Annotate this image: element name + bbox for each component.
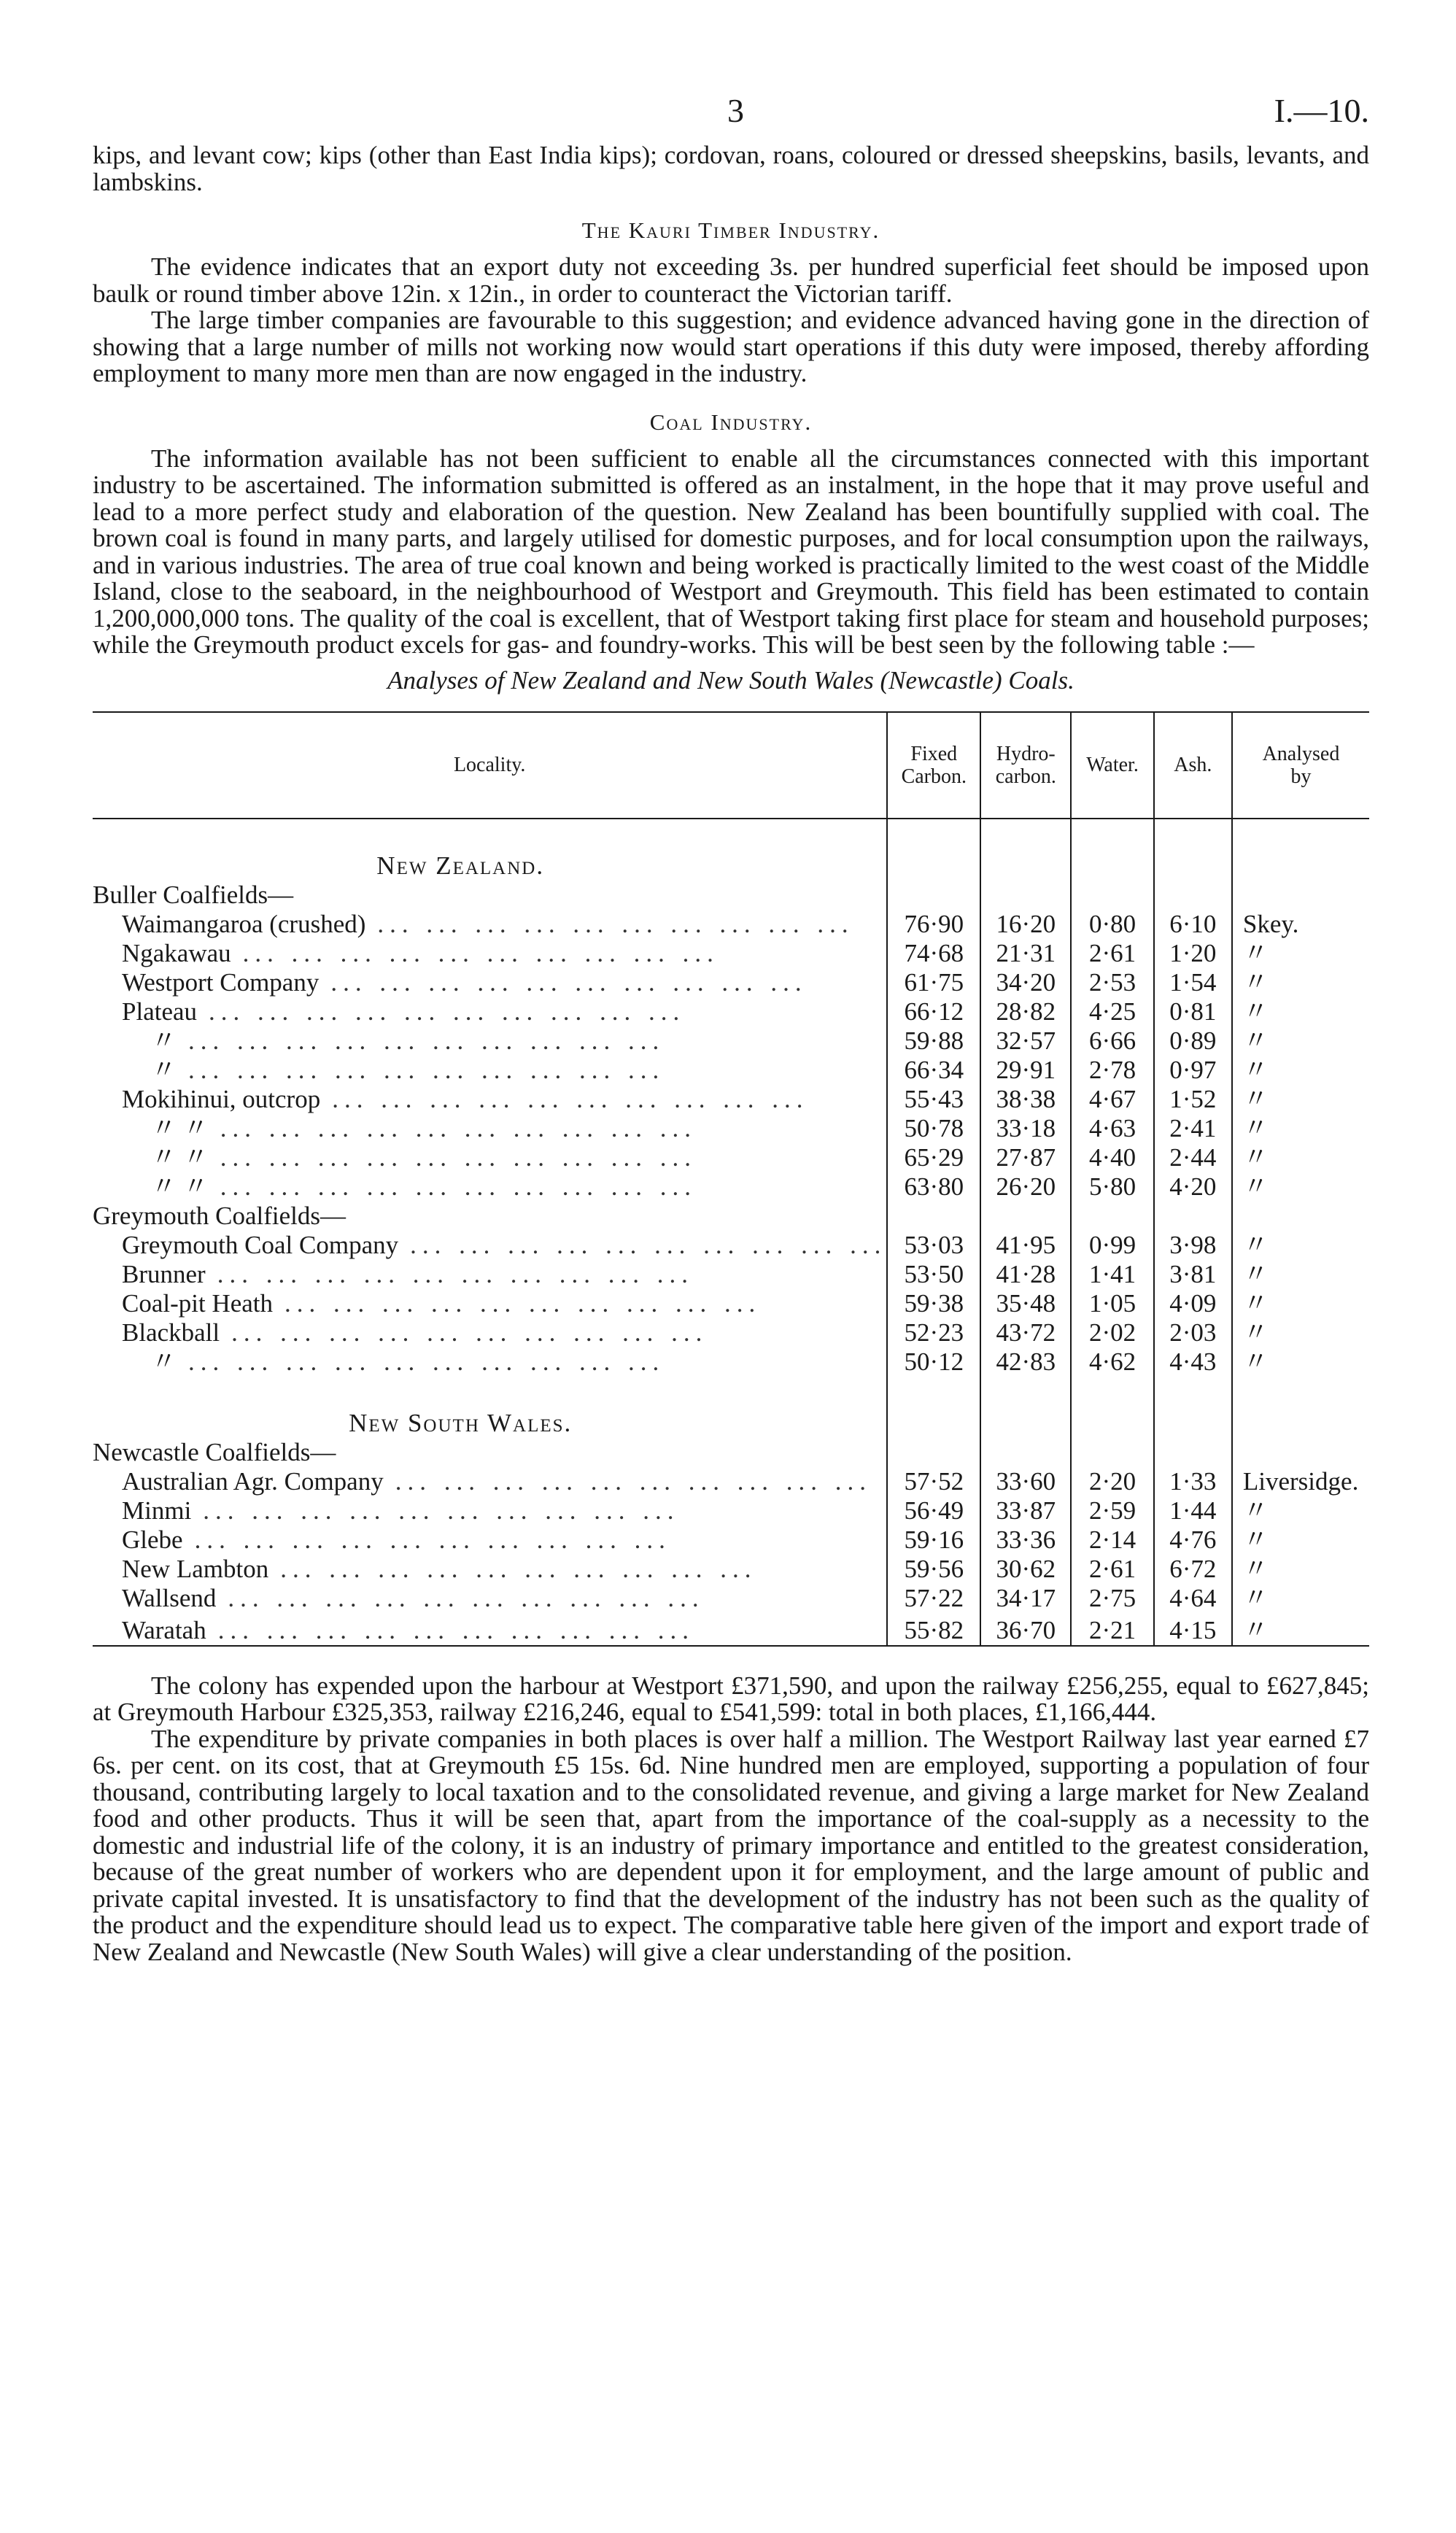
coal-heading: Coal Industry. xyxy=(649,409,813,435)
analysed-by-cell: 〃 xyxy=(1232,1172,1369,1202)
water-cell: 2·75 xyxy=(1071,1584,1153,1613)
table-row xyxy=(93,997,1369,1026)
fixed-carbon-cell: 55·82 xyxy=(887,1613,980,1646)
fixed-carbon-cell: 61·75 xyxy=(887,968,980,997)
water-cell: 2·61 xyxy=(1071,939,1153,968)
locality-cell xyxy=(93,1260,887,1289)
locality-name: Coal-pit Heath xyxy=(122,1288,274,1318)
fixed-carbon-cell: 59·88 xyxy=(887,1026,980,1056)
analysed-by-cell: Liversidge. xyxy=(1232,1467,1369,1496)
locality-name: Greymouth Coal Company xyxy=(122,1230,399,1259)
analysed-by-cell: 〃 xyxy=(1232,1584,1369,1613)
hydrocarbon-cell: 33·36 xyxy=(980,1525,1071,1555)
ash-cell: 3·98 xyxy=(1154,1231,1232,1260)
analysed-by-cell: 〃 xyxy=(1232,1289,1369,1318)
analysed-by-cell: 〃 xyxy=(1232,939,1369,968)
ash-cell: 4·09 xyxy=(1154,1289,1232,1318)
dot-leader: ... ... ... ... ... ... ... ... ... ... xyxy=(231,1318,708,1347)
water-cell: 0·99 xyxy=(1071,1231,1153,1260)
ash-cell: 4·43 xyxy=(1154,1347,1232,1377)
locality-name: Waratah xyxy=(122,1615,206,1644)
document-reference: I.—10. xyxy=(1274,92,1369,129)
page-number: 3 xyxy=(727,92,744,129)
dot-leader: ... ... ... ... ... ... ... ... ... ... xyxy=(330,967,808,997)
table-row xyxy=(93,1467,1369,1496)
locality-cell xyxy=(93,1143,887,1172)
analysed-by-cell: 〃 xyxy=(1232,1318,1369,1347)
locality-cell xyxy=(93,1613,887,1646)
locality-cell xyxy=(93,910,887,939)
water-cell: 2·53 xyxy=(1071,968,1153,997)
ash-cell: 0·81 xyxy=(1154,997,1232,1026)
locality-name: 〃 〃 xyxy=(151,1113,209,1142)
header-fixed-carbon: Fixed Carbon. xyxy=(887,712,980,819)
coal-paragraph: The information available has not been sufficient to enable all the circumstances connected with this important industry to be ascertained. The information submitted is offered as an instalment, in the hope that it may prove useful and lead to a more perfect study and elaboration of the question. New Zealand has been bountifully supplied with coal. The brown coal is found in many parts, and largely utilised for domestic purposes, and for local consumption upon the railways, and in various industries. The area of true coal known and being worked is practically limited to the west coast of the Middle Island, close to the seaboard, in the neighbourhood of Westport and Greymouth. This field has been estimated to contain 1,200,000,000 tons. The quality of the coal is excellent, that of Westport taking first place for steam and household purposes; while the Greymouth product excels for gas- and foundry-works. This will be best seen by the following table :— xyxy=(93,444,1369,659)
hydrocarbon-cell: 43·72 xyxy=(980,1318,1071,1347)
header-locality: Locality. xyxy=(93,712,887,819)
ash-cell: 1·54 xyxy=(1154,968,1232,997)
locality-cell xyxy=(93,968,887,997)
ash-cell: 2·44 xyxy=(1154,1143,1232,1172)
ash-cell: 1·44 xyxy=(1154,1496,1232,1525)
fixed-carbon-cell: 59·38 xyxy=(887,1289,980,1318)
dot-leader: ... ... ... ... ... ... ... ... ... ... xyxy=(220,1172,697,1201)
coal-analysis-table xyxy=(93,711,1369,1647)
analysed-by-cell: Skey. xyxy=(1232,910,1369,939)
dot-leader: ... ... ... ... ... ... ... ... ... ... xyxy=(284,1288,762,1318)
table-row xyxy=(93,1114,1369,1143)
analysed-by-cell: 〃 xyxy=(1232,1026,1369,1056)
hydrocarbon-cell: 42·83 xyxy=(980,1347,1071,1377)
dot-leader: ... ... ... ... ... ... ... ... ... ... xyxy=(188,1347,665,1376)
hydrocarbon-cell: 33·87 xyxy=(980,1496,1071,1525)
water-cell: 4·40 xyxy=(1071,1143,1153,1172)
locality-name: 〃 〃 xyxy=(151,1172,209,1201)
locality-cell xyxy=(93,1584,887,1613)
hydrocarbon-cell: 41·95 xyxy=(980,1231,1071,1260)
analysed-by-cell: 〃 xyxy=(1232,1613,1369,1646)
locality-name: Minmi xyxy=(122,1496,192,1525)
dot-leader: ... ... ... ... ... ... ... ... ... ... xyxy=(220,1142,697,1172)
hydrocarbon-cell: 33·18 xyxy=(980,1114,1071,1143)
hydrocarbon-cell: 26·20 xyxy=(980,1172,1071,1202)
dot-leader: ... ... ... ... ... ... ... ... ... ... xyxy=(194,1525,671,1554)
water-cell: 2·59 xyxy=(1071,1496,1153,1525)
ash-cell: 6·72 xyxy=(1154,1555,1232,1584)
table-section-row xyxy=(93,848,1369,881)
table-row xyxy=(93,939,1369,968)
ash-cell: 4·15 xyxy=(1154,1613,1232,1646)
hydrocarbon-cell: 30·62 xyxy=(980,1555,1071,1584)
water-cell: 2·20 xyxy=(1071,1467,1153,1496)
analysed-by-cell: 〃 xyxy=(1232,1260,1369,1289)
fixed-carbon-cell: 66·34 xyxy=(887,1056,980,1085)
ash-cell: 6·10 xyxy=(1154,910,1232,939)
hydrocarbon-cell: 38·38 xyxy=(980,1085,1071,1114)
locality-name: 〃 xyxy=(151,1347,177,1376)
analysed-by-cell: 〃 xyxy=(1232,1143,1369,1172)
coalfield-heading: Buller Coalfields— xyxy=(93,880,294,909)
kauri-paragraph-2: The large timber companies are favourable to this suggestion; and evidence advanced having gone in the direction of showing that a large number of mills not working now would start operations if this duty were imposed, thereby affording employment to many more men than are now engaged in the industry. xyxy=(93,306,1369,387)
analysed-by-cell: 〃 xyxy=(1232,1056,1369,1085)
section-heading: New Zealand. xyxy=(376,851,545,880)
water-cell: 1·05 xyxy=(1071,1289,1153,1318)
locality-name: Westport Company xyxy=(122,967,320,997)
dot-leader: ... ... ... ... ... ... ... ... ... ... xyxy=(188,1055,665,1084)
locality-cell xyxy=(93,939,887,968)
hydrocarbon-cell: 36·70 xyxy=(980,1613,1071,1646)
locality-name: Blackball xyxy=(122,1318,220,1347)
table-row xyxy=(93,1525,1369,1555)
analysed-by-cell: 〃 xyxy=(1232,1525,1369,1555)
analysed-by-cell: 〃 xyxy=(1232,1085,1369,1114)
table-caption: Analyses of New Zealand and New South Wales (Newcastle) Coals. xyxy=(387,665,1074,695)
hydrocarbon-cell: 34·20 xyxy=(980,968,1071,997)
hydrocarbon-cell: 29·91 xyxy=(980,1056,1071,1085)
fixed-carbon-cell: 52·23 xyxy=(887,1318,980,1347)
table-row xyxy=(93,1143,1369,1172)
fixed-carbon-cell: 59·16 xyxy=(887,1525,980,1555)
table-header xyxy=(93,712,1369,819)
analysed-by-cell: 〃 xyxy=(1232,1231,1369,1260)
water-cell: 4·67 xyxy=(1071,1085,1153,1114)
table-group-row xyxy=(93,1438,1369,1467)
analysed-by-cell: 〃 xyxy=(1232,1555,1369,1584)
header-hydrocarbon: Hydro- carbon. xyxy=(980,712,1071,819)
locality-name: Wallsend xyxy=(122,1583,217,1612)
section-heading: New South Wales. xyxy=(349,1408,573,1437)
locality-cell xyxy=(93,1525,887,1555)
analysed-by-cell: 〃 xyxy=(1232,1114,1369,1143)
fixed-carbon-cell: 76·90 xyxy=(887,910,980,939)
kauri-heading: The Kauri Timber Industry. xyxy=(581,217,880,243)
fixed-carbon-cell: 63·80 xyxy=(887,1172,980,1202)
closing-paragraph-2: The expenditure by private companies in both places is over half a million. The Westport Railway last year earned £7 6s. per cent. on its cost, that at Greymouth £5 15s. 6d. Nine hundred men are employed, supporting a population of four thousand, contributing largely to local taxation and to the consolidated revenue, and giving a large market for New Zealand food and other products. Thus it will be seen that, apart from the importance of the coal-supply as a necessity to the domestic and industrial life of the colony, it is an industry of primary importance and entitled to the greatest consideration, because of the great number of workers who are dependent upon it for employment, and the large amount of public and private capital invested. It is unsatisfactory to find that the development of the industry has not been such as the quality of the product and the expenditure should lead us to expect. The comparative table here given of the import and export trade of New Zealand and Newcastle (New South Wales) will give a clear understanding of the position. xyxy=(93,1724,1369,1966)
locality-cell xyxy=(93,1289,887,1318)
table-spacer-row xyxy=(93,1377,1369,1406)
table-row xyxy=(93,1056,1369,1085)
dot-leader: ... ... ... ... ... ... ... ... ... ... xyxy=(242,938,719,967)
analysed-by-cell: 〃 xyxy=(1232,1347,1369,1377)
document-page xyxy=(93,91,1369,1965)
table-body xyxy=(93,819,1369,1646)
coalfield-heading: Greymouth Coalfields— xyxy=(93,1201,346,1230)
table-row xyxy=(93,1260,1369,1289)
table-row xyxy=(93,1347,1369,1377)
fixed-carbon-cell: 74·68 xyxy=(887,939,980,968)
analysed-by-cell: 〃 xyxy=(1232,1496,1369,1525)
table-section-row xyxy=(93,1406,1369,1438)
locality-name: Waimangaroa (crushed) xyxy=(122,909,366,938)
hydrocarbon-cell: 34·17 xyxy=(980,1584,1071,1613)
dot-leader: ... ... ... ... ... ... ... ... ... ... xyxy=(217,1259,694,1288)
ash-cell: 3·81 xyxy=(1154,1260,1232,1289)
locality-name: 〃 〃 xyxy=(151,1142,209,1172)
fixed-carbon-cell: 66·12 xyxy=(887,997,980,1026)
locality-cell xyxy=(93,1114,887,1143)
hydrocarbon-cell: 41·28 xyxy=(980,1260,1071,1289)
locality-name: Australian Agr. Company xyxy=(122,1466,384,1496)
header-analysed-by: Analysed by xyxy=(1232,712,1369,819)
water-cell: 2·02 xyxy=(1071,1318,1153,1347)
ash-cell: 2·41 xyxy=(1154,1114,1232,1143)
water-cell: 2·78 xyxy=(1071,1056,1153,1085)
fixed-carbon-cell: 56·49 xyxy=(887,1496,980,1525)
locality-cell xyxy=(93,1347,887,1377)
locality-name: Mokihinui, outcrop xyxy=(122,1084,321,1113)
ash-cell: 4·64 xyxy=(1154,1584,1232,1613)
analysed-by-cell: 〃 xyxy=(1232,968,1369,997)
locality-cell xyxy=(93,997,887,1026)
ash-cell: 4·20 xyxy=(1154,1172,1232,1202)
locality-cell xyxy=(93,1318,887,1347)
water-cell: 2·61 xyxy=(1071,1555,1153,1584)
locality-name: 〃 xyxy=(151,1026,177,1055)
table-group-row xyxy=(93,881,1369,910)
table-row xyxy=(93,1613,1369,1646)
ash-cell: 2·03 xyxy=(1154,1318,1232,1347)
water-cell: 2·14 xyxy=(1071,1525,1153,1555)
table-row xyxy=(93,1289,1369,1318)
fixed-carbon-cell: 57·22 xyxy=(887,1584,980,1613)
fixed-carbon-cell: 55·43 xyxy=(887,1085,980,1114)
locality-name: New Lambton xyxy=(122,1554,269,1583)
locality-cell xyxy=(93,1026,887,1056)
hydrocarbon-cell: 35·48 xyxy=(980,1289,1071,1318)
dot-leader: ... ... ... ... ... ... ... ... ... ... xyxy=(377,909,854,938)
water-cell: 6·66 xyxy=(1071,1026,1153,1056)
intro-paragraph: kips, and levant cow; kips (other than East India kips); cordovan, roans, coloured or dressed sheepskins, basils, levants, and lambskins. xyxy=(93,141,1369,196)
analysed-by-cell: 〃 xyxy=(1232,997,1369,1026)
page-header xyxy=(93,91,1369,142)
locality-name: Ngakawau xyxy=(122,938,231,967)
fixed-carbon-cell: 53·50 xyxy=(887,1260,980,1289)
table-row xyxy=(93,1231,1369,1260)
fixed-carbon-cell: 50·78 xyxy=(887,1114,980,1143)
water-cell: 4·62 xyxy=(1071,1347,1153,1377)
dot-leader: ... ... ... ... ... ... ... ... ... ... xyxy=(188,1026,665,1055)
water-cell: 0·80 xyxy=(1071,910,1153,939)
closing-paragraph-1: The colony has expended upon the harbour at Westport £371,590, and upon the railway £256,255, equal to £627,845; at Greymouth Harbour £325,353, railway £216,246, equal to £541,599: total in both places, £1,166,444. xyxy=(93,1671,1369,1726)
ash-cell: 1·33 xyxy=(1154,1467,1232,1496)
table-row xyxy=(93,1496,1369,1525)
water-cell: 4·63 xyxy=(1071,1114,1153,1143)
hydrocarbon-cell: 27·87 xyxy=(980,1143,1071,1172)
hydrocarbon-cell: 32·57 xyxy=(980,1026,1071,1056)
ash-cell: 1·52 xyxy=(1154,1085,1232,1114)
table-row xyxy=(93,1085,1369,1114)
fixed-carbon-cell: 65·29 xyxy=(887,1143,980,1172)
table-row xyxy=(93,1172,1369,1202)
dot-leader: ... ... ... ... ... ... ... ... ... ... xyxy=(209,997,686,1026)
table-row xyxy=(93,1026,1369,1056)
table-row xyxy=(93,1584,1369,1613)
dot-leader: ... ... ... ... ... ... ... ... ... ... xyxy=(217,1615,694,1644)
table-row xyxy=(93,910,1369,939)
table-group-row xyxy=(93,1202,1369,1231)
fixed-carbon-cell: 57·52 xyxy=(887,1467,980,1496)
water-cell: 4·25 xyxy=(1071,997,1153,1026)
locality-cell xyxy=(93,1085,887,1114)
ash-cell: 0·89 xyxy=(1154,1026,1232,1056)
dot-leader: ... ... ... ... ... ... ... ... ... ... xyxy=(410,1230,887,1259)
fixed-carbon-cell: 53·03 xyxy=(887,1231,980,1260)
locality-name: Plateau xyxy=(122,997,198,1026)
locality-cell xyxy=(93,1467,887,1496)
header-water: Water. xyxy=(1071,712,1153,819)
table-row xyxy=(93,968,1369,997)
water-cell: 2·21 xyxy=(1071,1613,1153,1646)
water-cell: 5·80 xyxy=(1071,1172,1153,1202)
ash-cell: 0·97 xyxy=(1154,1056,1232,1085)
locality-name: Brunner xyxy=(122,1259,206,1288)
ash-cell: 4·76 xyxy=(1154,1525,1232,1555)
locality-name: Glebe xyxy=(122,1525,183,1554)
fixed-carbon-cell: 50·12 xyxy=(887,1347,980,1377)
header-ash: Ash. xyxy=(1154,712,1232,819)
kauri-paragraph-1: The evidence indicates that an export duty not exceeding 3s. per hundred superficial feet should be imposed upon baulk or round timber above 12in. x 12in., in order to counteract the Victorian tariff. xyxy=(93,252,1369,308)
fixed-carbon-cell: 59·56 xyxy=(887,1555,980,1584)
locality-name: 〃 xyxy=(151,1055,177,1084)
locality-cell xyxy=(93,1172,887,1202)
dot-leader: ... ... ... ... ... ... ... ... ... ... xyxy=(220,1113,697,1142)
hydrocarbon-cell: 16·20 xyxy=(980,910,1071,939)
dot-leader: ... ... ... ... ... ... ... ... ... ... xyxy=(332,1084,809,1113)
table-row xyxy=(93,1318,1369,1347)
dot-leader: ... ... ... ... ... ... ... ... ... ... xyxy=(203,1496,680,1525)
closing-text xyxy=(93,1673,1369,1966)
locality-cell xyxy=(93,1555,887,1584)
hydrocarbon-cell: 33·60 xyxy=(980,1467,1071,1496)
hydrocarbon-cell: 28·82 xyxy=(980,997,1071,1026)
dot-leader: ... ... ... ... ... ... ... ... ... ... xyxy=(395,1466,872,1496)
hydrocarbon-cell: 21·31 xyxy=(980,939,1071,968)
table-spacer-row xyxy=(93,819,1369,848)
table-row xyxy=(93,1555,1369,1584)
locality-cell xyxy=(93,1056,887,1085)
coalfield-heading: Newcastle Coalfields— xyxy=(93,1437,336,1466)
locality-cell xyxy=(93,1496,887,1525)
dot-leader: ... ... ... ... ... ... ... ... ... ... xyxy=(280,1554,757,1583)
ash-cell: 1·20 xyxy=(1154,939,1232,968)
locality-cell xyxy=(93,1231,887,1260)
water-cell: 1·41 xyxy=(1071,1260,1153,1289)
dot-leader: ... ... ... ... ... ... ... ... ... ... xyxy=(228,1583,705,1612)
